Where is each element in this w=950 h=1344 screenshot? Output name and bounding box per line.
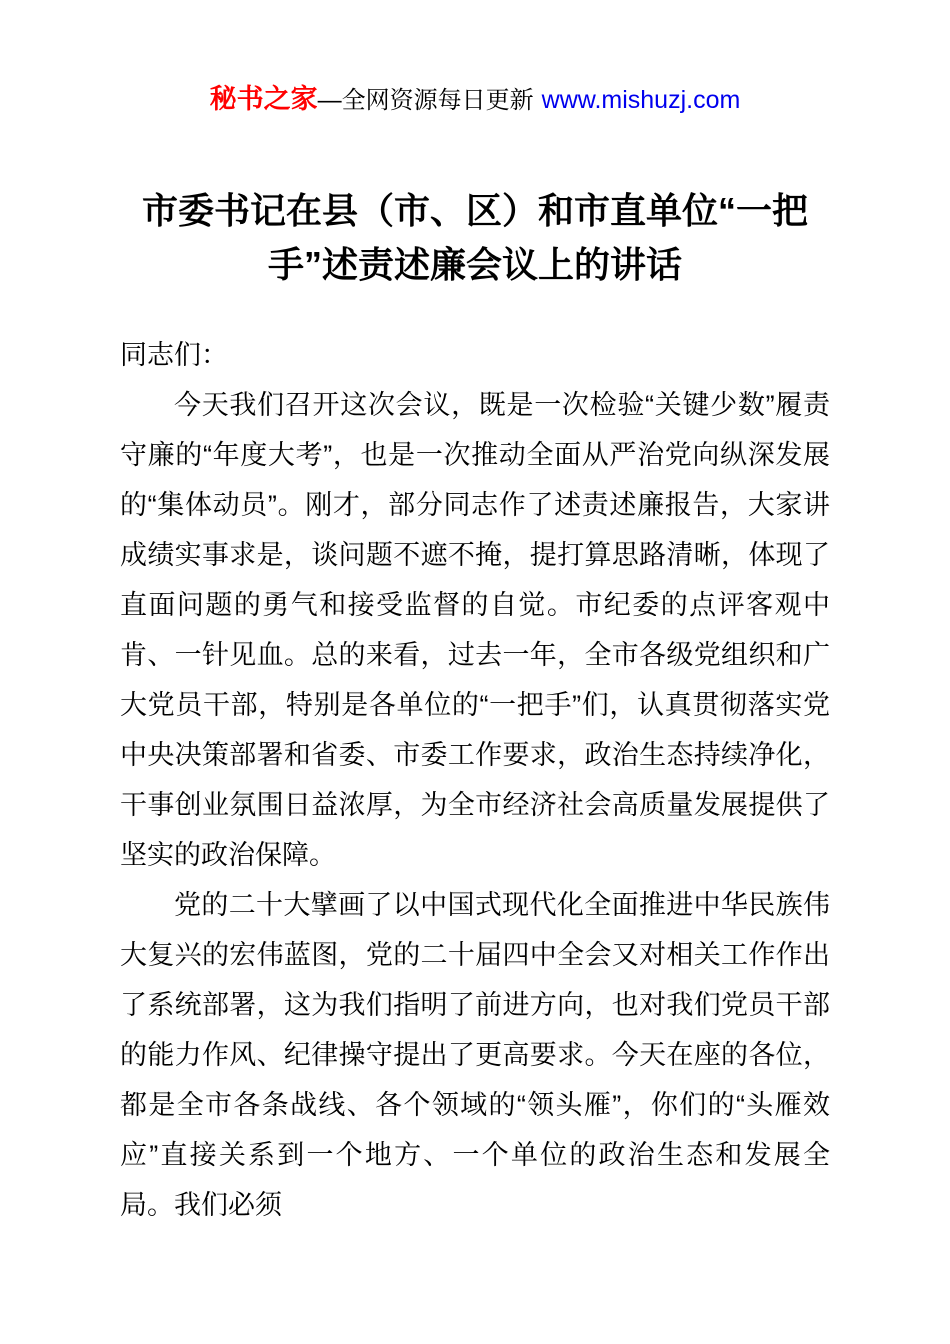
header-tagline: —全网资源每日更新 [317, 87, 534, 114]
salutation: 同志们： [120, 340, 228, 370]
site-brand: 秘书之家 [209, 84, 318, 114]
site-header [120, 84, 830, 116]
site-url-link[interactable]: www.mishuzj.com [541, 86, 741, 114]
paragraph-1: 今天我们召开这次会议，既是一次检验“关键少数”履责守廉的“年度大考”，也是一次推动全面从严治党向纵深发展的“集体动员”。刚才，部分同志作了述责述廉报告，大家讲成绩实事求是，谈问题不遮不掩，提打算思路清晰，体现了直面问题的勇气和接受监督的自觉。市纪委的点评客观中肯、一针见血。总的来看，过去一年，全市各级党组织和广大党员干部，特别是各单位的“一把手”们，认真贯彻落实党中央决策部署和省委、市委工作要求，政治生态持续净化，干事创业氛围日益浓厚，为全市经济社会高质量发展提供了坚实的政治保障。 [120, 390, 830, 870]
document-title: 市委书记在县（市、区）和市直单位“一把手”述责述廉会议上的讲话 [141, 190, 808, 285]
paragraph-2: 党的二十大擘画了以中国式现代化全面推进中华民族伟大复兴的宏伟蓝图，党的二十届四中全会又对相关工作作出了系统部署，这为我们指明了前进方向，也对我们党员干部的能力作风、纪律操守提出了更高要求。今天在座的各位，都是全市各条战线、各个领域的“领头雁”，你们的“头雁效应”直接关系到一个地方、一个单位的政治生态和发展全局。我们必须 [120, 890, 830, 1220]
document-body [120, 330, 830, 1230]
